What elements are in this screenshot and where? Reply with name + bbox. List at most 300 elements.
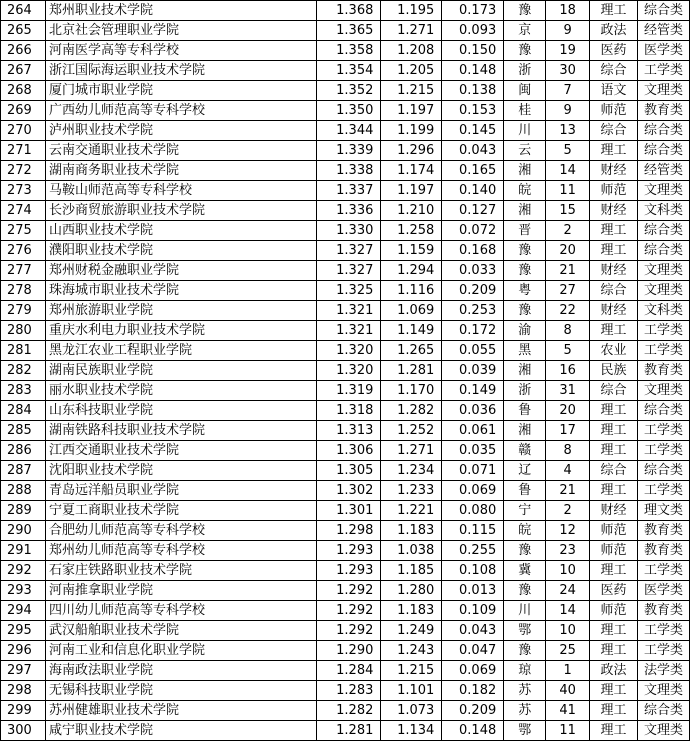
rank-cell: 293 xyxy=(1,581,46,601)
rank-cell: 288 xyxy=(1,481,46,501)
table-row xyxy=(1,201,690,221)
school-name-cell: 石家庄铁路职业技术学院 xyxy=(45,561,317,581)
score-cell: 1.282 xyxy=(317,701,381,721)
category-cell: 教育类 xyxy=(637,601,689,621)
category-cell: 文科类 xyxy=(637,201,689,221)
score-diff-cell: 0.209 xyxy=(442,281,504,301)
province-rank-cell: 1 xyxy=(546,661,590,681)
category-cell: 综合类 xyxy=(637,701,689,721)
score-2-cell: 1.252 xyxy=(381,421,442,441)
score-2-cell: 1.294 xyxy=(381,261,442,281)
province-rank-cell: 17 xyxy=(546,421,590,441)
province-rank-cell: 13 xyxy=(546,121,590,141)
province-cell: 川 xyxy=(504,601,546,621)
score-cell: 1.321 xyxy=(317,321,381,341)
category-cell: 工学类 xyxy=(637,321,689,341)
score-2-cell: 1.038 xyxy=(381,541,442,561)
province-cell: 豫 xyxy=(504,1,546,21)
score-cell: 1.293 xyxy=(317,541,381,561)
table-row xyxy=(1,381,690,401)
score-cell: 1.319 xyxy=(317,381,381,401)
rank-cell: 276 xyxy=(1,241,46,261)
rank-cell: 266 xyxy=(1,41,46,61)
province-rank-cell: 16 xyxy=(546,361,590,381)
school-name-cell: 合肥幼儿师范高等专科学校 xyxy=(45,521,317,541)
score-2-cell: 1.197 xyxy=(381,101,442,121)
table-row xyxy=(1,461,690,481)
school-name-cell: 宁夏工商职业技术学院 xyxy=(45,501,317,521)
score-2-cell: 1.205 xyxy=(381,61,442,81)
category-cell: 综合类 xyxy=(637,141,689,161)
school-name-cell: 咸宁职业技术学院 xyxy=(45,721,317,741)
rank-cell: 300 xyxy=(1,721,46,741)
school-name-cell: 北京社会管理职业学院 xyxy=(45,21,317,41)
school-name-cell: 濮阳职业技术学院 xyxy=(45,241,317,261)
province-rank-cell: 8 xyxy=(546,441,590,461)
discipline-cell: 师范 xyxy=(590,521,638,541)
score-cell: 1.305 xyxy=(317,461,381,481)
table-row xyxy=(1,681,690,701)
rank-cell: 281 xyxy=(1,341,46,361)
category-cell: 法学类 xyxy=(637,661,689,681)
score-cell: 1.368 xyxy=(317,1,381,21)
school-name-cell: 湖南铁路科技职业技术学院 xyxy=(45,421,317,441)
rank-cell: 277 xyxy=(1,261,46,281)
category-cell: 文科类 xyxy=(637,301,689,321)
rank-cell: 291 xyxy=(1,541,46,561)
discipline-cell: 财经 xyxy=(590,301,638,321)
table-row xyxy=(1,561,690,581)
score-2-cell: 1.073 xyxy=(381,701,442,721)
province-rank-cell: 14 xyxy=(546,161,590,181)
province-rank-cell: 2 xyxy=(546,501,590,521)
province-rank-cell: 21 xyxy=(546,481,590,501)
school-name-cell: 苏州健雄职业技术学院 xyxy=(45,701,317,721)
province-cell: 皖 xyxy=(504,181,546,201)
score-2-cell: 1.183 xyxy=(381,521,442,541)
table-row xyxy=(1,521,690,541)
province-rank-cell: 20 xyxy=(546,241,590,261)
province-cell: 豫 xyxy=(504,581,546,601)
province-cell: 粤 xyxy=(504,281,546,301)
school-name-cell: 黑龙江农业工程职业学院 xyxy=(45,341,317,361)
score-diff-cell: 0.153 xyxy=(442,101,504,121)
score-2-cell: 1.249 xyxy=(381,621,442,641)
discipline-cell: 综合 xyxy=(590,461,638,481)
school-name-cell: 广西幼儿师范高等专科学校 xyxy=(45,101,317,121)
rank-cell: 287 xyxy=(1,461,46,481)
province-cell: 鄂 xyxy=(504,621,546,641)
score-diff-cell: 0.127 xyxy=(442,201,504,221)
score-2-cell: 1.208 xyxy=(381,41,442,61)
province-rank-cell: 9 xyxy=(546,21,590,41)
table-row xyxy=(1,421,690,441)
score-2-cell: 1.271 xyxy=(381,21,442,41)
table-row xyxy=(1,401,690,421)
province-rank-cell: 9 xyxy=(546,101,590,121)
score-diff-cell: 0.148 xyxy=(442,61,504,81)
score-2-cell: 1.296 xyxy=(381,141,442,161)
score-cell: 1.313 xyxy=(317,421,381,441)
score-2-cell: 1.282 xyxy=(381,401,442,421)
school-name-cell: 郑州幼儿师范高等专科学校 xyxy=(45,541,317,561)
score-2-cell: 1.265 xyxy=(381,341,442,361)
category-cell: 医学类 xyxy=(637,41,689,61)
score-2-cell: 1.233 xyxy=(381,481,442,501)
score-2-cell: 1.221 xyxy=(381,501,442,521)
school-name-cell: 河南医学高等专科学校 xyxy=(45,41,317,61)
category-cell: 文理类 xyxy=(637,281,689,301)
table-row xyxy=(1,661,690,681)
province-cell: 鲁 xyxy=(504,481,546,501)
category-cell: 经管类 xyxy=(637,21,689,41)
table-row xyxy=(1,601,690,621)
table-row xyxy=(1,541,690,561)
province-rank-cell: 21 xyxy=(546,261,590,281)
rank-cell: 275 xyxy=(1,221,46,241)
score-diff-cell: 0.115 xyxy=(442,521,504,541)
score-cell: 1.338 xyxy=(317,161,381,181)
score-2-cell: 1.199 xyxy=(381,121,442,141)
discipline-cell: 综合 xyxy=(590,381,638,401)
province-rank-cell: 30 xyxy=(546,61,590,81)
school-name-cell: 重庆水利电力职业技术学院 xyxy=(45,321,317,341)
rank-cell: 265 xyxy=(1,21,46,41)
rank-cell: 267 xyxy=(1,61,46,81)
school-name-cell: 四川幼儿师范高等专科学校 xyxy=(45,601,317,621)
table-row xyxy=(1,441,690,461)
province-cell: 湘 xyxy=(504,161,546,181)
score-cell: 1.320 xyxy=(317,341,381,361)
rank-cell: 282 xyxy=(1,361,46,381)
category-cell: 综合类 xyxy=(637,461,689,481)
category-cell: 教育类 xyxy=(637,101,689,121)
score-diff-cell: 0.035 xyxy=(442,441,504,461)
province-cell: 云 xyxy=(504,141,546,161)
score-diff-cell: 0.148 xyxy=(442,721,504,741)
school-name-cell: 马鞍山师范高等专科学校 xyxy=(45,181,317,201)
school-name-cell: 长沙商贸旅游职业技术学院 xyxy=(45,201,317,221)
score-cell: 1.306 xyxy=(317,441,381,461)
category-cell: 文理类 xyxy=(637,721,689,741)
discipline-cell: 医药 xyxy=(590,581,638,601)
discipline-cell: 理工 xyxy=(590,561,638,581)
score-cell: 1.290 xyxy=(317,641,381,661)
rank-cell: 285 xyxy=(1,421,46,441)
score-cell: 1.337 xyxy=(317,181,381,201)
province-rank-cell: 20 xyxy=(546,401,590,421)
score-cell: 1.302 xyxy=(317,481,381,501)
table-row xyxy=(1,61,690,81)
province-rank-cell: 31 xyxy=(546,381,590,401)
school-name-cell: 青岛远洋船员职业学院 xyxy=(45,481,317,501)
score-2-cell: 1.185 xyxy=(381,561,442,581)
category-cell: 工学类 xyxy=(637,421,689,441)
score-diff-cell: 0.069 xyxy=(442,661,504,681)
category-cell: 文理类 xyxy=(637,681,689,701)
category-cell: 综合类 xyxy=(637,401,689,421)
province-cell: 鲁 xyxy=(504,401,546,421)
province-cell: 晋 xyxy=(504,221,546,241)
school-name-cell: 郑州旅游职业学院 xyxy=(45,301,317,321)
score-diff-cell: 0.013 xyxy=(442,581,504,601)
province-cell: 皖 xyxy=(504,521,546,541)
score-diff-cell: 0.080 xyxy=(442,501,504,521)
discipline-cell: 财经 xyxy=(590,261,638,281)
province-rank-cell: 12 xyxy=(546,521,590,541)
province-cell: 豫 xyxy=(504,261,546,281)
province-cell: 豫 xyxy=(504,641,546,661)
score-diff-cell: 0.047 xyxy=(442,641,504,661)
category-cell: 工学类 xyxy=(637,341,689,361)
school-name-cell: 湖南商务职业技术学院 xyxy=(45,161,317,181)
province-cell: 豫 xyxy=(504,541,546,561)
category-cell: 工学类 xyxy=(637,641,689,661)
discipline-cell: 理工 xyxy=(590,421,638,441)
province-rank-cell: 23 xyxy=(546,541,590,561)
score-diff-cell: 0.172 xyxy=(442,321,504,341)
province-rank-cell: 5 xyxy=(546,141,590,161)
score-diff-cell: 0.150 xyxy=(442,41,504,61)
score-2-cell: 1.280 xyxy=(381,581,442,601)
province-rank-cell: 7 xyxy=(546,81,590,101)
score-diff-cell: 0.209 xyxy=(442,701,504,721)
score-cell: 1.320 xyxy=(317,361,381,381)
category-cell: 文理类 xyxy=(637,181,689,201)
rank-cell: 271 xyxy=(1,141,46,161)
rank-cell: 294 xyxy=(1,601,46,621)
score-2-cell: 1.281 xyxy=(381,361,442,381)
score-diff-cell: 0.039 xyxy=(442,361,504,381)
score-diff-cell: 0.061 xyxy=(442,421,504,441)
table-row xyxy=(1,1,690,21)
discipline-cell: 财经 xyxy=(590,201,638,221)
province-cell: 辽 xyxy=(504,461,546,481)
score-diff-cell: 0.182 xyxy=(442,681,504,701)
category-cell: 教育类 xyxy=(637,541,689,561)
province-cell: 浙 xyxy=(504,381,546,401)
score-cell: 1.330 xyxy=(317,221,381,241)
score-diff-cell: 0.109 xyxy=(442,601,504,621)
province-cell: 川 xyxy=(504,121,546,141)
province-cell: 湘 xyxy=(504,421,546,441)
province-cell: 宁 xyxy=(504,501,546,521)
score-diff-cell: 0.043 xyxy=(442,621,504,641)
score-diff-cell: 0.255 xyxy=(442,541,504,561)
discipline-cell: 医药 xyxy=(590,41,638,61)
discipline-cell: 师范 xyxy=(590,541,638,561)
school-name-cell: 海南政法职业学院 xyxy=(45,661,317,681)
score-2-cell: 1.234 xyxy=(381,461,442,481)
discipline-cell: 师范 xyxy=(590,601,638,621)
rank-cell: 292 xyxy=(1,561,46,581)
category-cell: 教育类 xyxy=(637,521,689,541)
score-diff-cell: 0.253 xyxy=(442,301,504,321)
score-cell: 1.344 xyxy=(317,121,381,141)
rank-cell: 290 xyxy=(1,521,46,541)
school-name-cell: 河南推拿职业学院 xyxy=(45,581,317,601)
category-cell: 文理类 xyxy=(637,261,689,281)
province-rank-cell: 14 xyxy=(546,601,590,621)
school-name-cell: 珠海城市职业技术学院 xyxy=(45,281,317,301)
score-diff-cell: 0.069 xyxy=(442,481,504,501)
category-cell: 工学类 xyxy=(637,441,689,461)
discipline-cell: 综合 xyxy=(590,61,638,81)
rank-cell: 273 xyxy=(1,181,46,201)
rank-cell: 298 xyxy=(1,681,46,701)
score-2-cell: 1.215 xyxy=(381,661,442,681)
province-rank-cell: 40 xyxy=(546,681,590,701)
discipline-cell: 农业 xyxy=(590,341,638,361)
discipline-cell: 民族 xyxy=(590,361,638,381)
score-diff-cell: 0.145 xyxy=(442,121,504,141)
score-2-cell: 1.174 xyxy=(381,161,442,181)
score-cell: 1.283 xyxy=(317,681,381,701)
discipline-cell: 师范 xyxy=(590,181,638,201)
score-diff-cell: 0.149 xyxy=(442,381,504,401)
school-name-cell: 厦门城市职业学院 xyxy=(45,81,317,101)
province-cell: 赣 xyxy=(504,441,546,461)
discipline-cell: 财经 xyxy=(590,161,638,181)
province-rank-cell: 24 xyxy=(546,581,590,601)
score-cell: 1.327 xyxy=(317,261,381,281)
score-cell: 1.281 xyxy=(317,721,381,741)
rank-cell: 295 xyxy=(1,621,46,641)
school-name-cell: 武汉船舶职业技术学院 xyxy=(45,621,317,641)
score-diff-cell: 0.108 xyxy=(442,561,504,581)
province-cell: 冀 xyxy=(504,561,546,581)
province-cell: 琼 xyxy=(504,661,546,681)
score-cell: 1.293 xyxy=(317,561,381,581)
school-name-cell: 湖南民族职业学院 xyxy=(45,361,317,381)
score-2-cell: 1.215 xyxy=(381,81,442,101)
province-cell: 桂 xyxy=(504,101,546,121)
province-cell: 豫 xyxy=(504,301,546,321)
score-cell: 1.301 xyxy=(317,501,381,521)
rank-cell: 270 xyxy=(1,121,46,141)
score-diff-cell: 0.036 xyxy=(442,401,504,421)
table-row xyxy=(1,81,690,101)
discipline-cell: 政法 xyxy=(590,21,638,41)
table-row xyxy=(1,701,690,721)
discipline-cell: 师范 xyxy=(590,101,638,121)
table-row xyxy=(1,621,690,641)
score-cell: 1.318 xyxy=(317,401,381,421)
rank-cell: 268 xyxy=(1,81,46,101)
province-rank-cell: 8 xyxy=(546,321,590,341)
score-cell: 1.352 xyxy=(317,81,381,101)
score-cell: 1.339 xyxy=(317,141,381,161)
discipline-cell: 政法 xyxy=(590,661,638,681)
school-name-cell: 河南工业和信息化职业学院 xyxy=(45,641,317,661)
province-rank-cell: 2 xyxy=(546,221,590,241)
score-cell: 1.284 xyxy=(317,661,381,681)
score-2-cell: 1.069 xyxy=(381,301,442,321)
rank-cell: 283 xyxy=(1,381,46,401)
score-2-cell: 1.149 xyxy=(381,321,442,341)
score-diff-cell: 0.140 xyxy=(442,181,504,201)
province-cell: 京 xyxy=(504,21,546,41)
score-cell: 1.325 xyxy=(317,281,381,301)
table-body xyxy=(1,1,690,741)
rank-cell: 297 xyxy=(1,661,46,681)
discipline-cell: 理工 xyxy=(590,641,638,661)
table-row xyxy=(1,101,690,121)
rank-cell: 280 xyxy=(1,321,46,341)
table-row xyxy=(1,321,690,341)
category-cell: 医学类 xyxy=(637,581,689,601)
province-cell: 湘 xyxy=(504,201,546,221)
score-2-cell: 1.210 xyxy=(381,201,442,221)
table-row xyxy=(1,141,690,161)
province-rank-cell: 4 xyxy=(546,461,590,481)
table-row xyxy=(1,721,690,741)
discipline-cell: 综合 xyxy=(590,281,638,301)
discipline-cell: 理工 xyxy=(590,481,638,501)
category-cell: 教育类 xyxy=(637,361,689,381)
score-cell: 1.292 xyxy=(317,581,381,601)
score-cell: 1.292 xyxy=(317,601,381,621)
score-2-cell: 1.258 xyxy=(381,221,442,241)
table-row xyxy=(1,361,690,381)
score-cell: 1.298 xyxy=(317,521,381,541)
score-diff-cell: 0.173 xyxy=(442,1,504,21)
school-name-cell: 丽水职业技术学院 xyxy=(45,381,317,401)
score-diff-cell: 0.055 xyxy=(442,341,504,361)
school-name-cell: 浙江国际海运职业技术学院 xyxy=(45,61,317,81)
table-row xyxy=(1,121,690,141)
score-diff-cell: 0.165 xyxy=(442,161,504,181)
table-row xyxy=(1,301,690,321)
category-cell: 理文类 xyxy=(637,501,689,521)
province-cell: 渝 xyxy=(504,321,546,341)
school-name-cell: 山东科技职业学院 xyxy=(45,401,317,421)
province-cell: 豫 xyxy=(504,41,546,61)
rank-cell: 286 xyxy=(1,441,46,461)
category-cell: 文理类 xyxy=(637,381,689,401)
score-diff-cell: 0.138 xyxy=(442,81,504,101)
score-2-cell: 1.101 xyxy=(381,681,442,701)
score-cell: 1.354 xyxy=(317,61,381,81)
score-2-cell: 1.197 xyxy=(381,181,442,201)
school-name-cell: 郑州财税金融职业学院 xyxy=(45,261,317,281)
discipline-cell: 理工 xyxy=(590,401,638,421)
table-row xyxy=(1,21,690,41)
score-cell: 1.358 xyxy=(317,41,381,61)
score-2-cell: 1.159 xyxy=(381,241,442,261)
province-rank-cell: 18 xyxy=(546,1,590,21)
school-name-cell: 郑州职业技术学院 xyxy=(45,1,317,21)
table-row xyxy=(1,581,690,601)
table-row xyxy=(1,481,690,501)
school-name-cell: 无锡科技职业学院 xyxy=(45,681,317,701)
score-2-cell: 1.116 xyxy=(381,281,442,301)
discipline-cell: 财经 xyxy=(590,501,638,521)
score-2-cell: 1.183 xyxy=(381,601,442,621)
score-diff-cell: 0.072 xyxy=(442,221,504,241)
score-diff-cell: 0.033 xyxy=(442,261,504,281)
score-cell: 1.336 xyxy=(317,201,381,221)
school-name-cell: 江西交通职业技术学院 xyxy=(45,441,317,461)
rank-cell: 264 xyxy=(1,1,46,21)
table-row xyxy=(1,41,690,61)
rank-cell: 296 xyxy=(1,641,46,661)
category-cell: 综合类 xyxy=(637,221,689,241)
category-cell: 经管类 xyxy=(637,161,689,181)
school-name-cell: 沈阳职业技术学院 xyxy=(45,461,317,481)
province-rank-cell: 41 xyxy=(546,701,590,721)
category-cell: 工学类 xyxy=(637,61,689,81)
